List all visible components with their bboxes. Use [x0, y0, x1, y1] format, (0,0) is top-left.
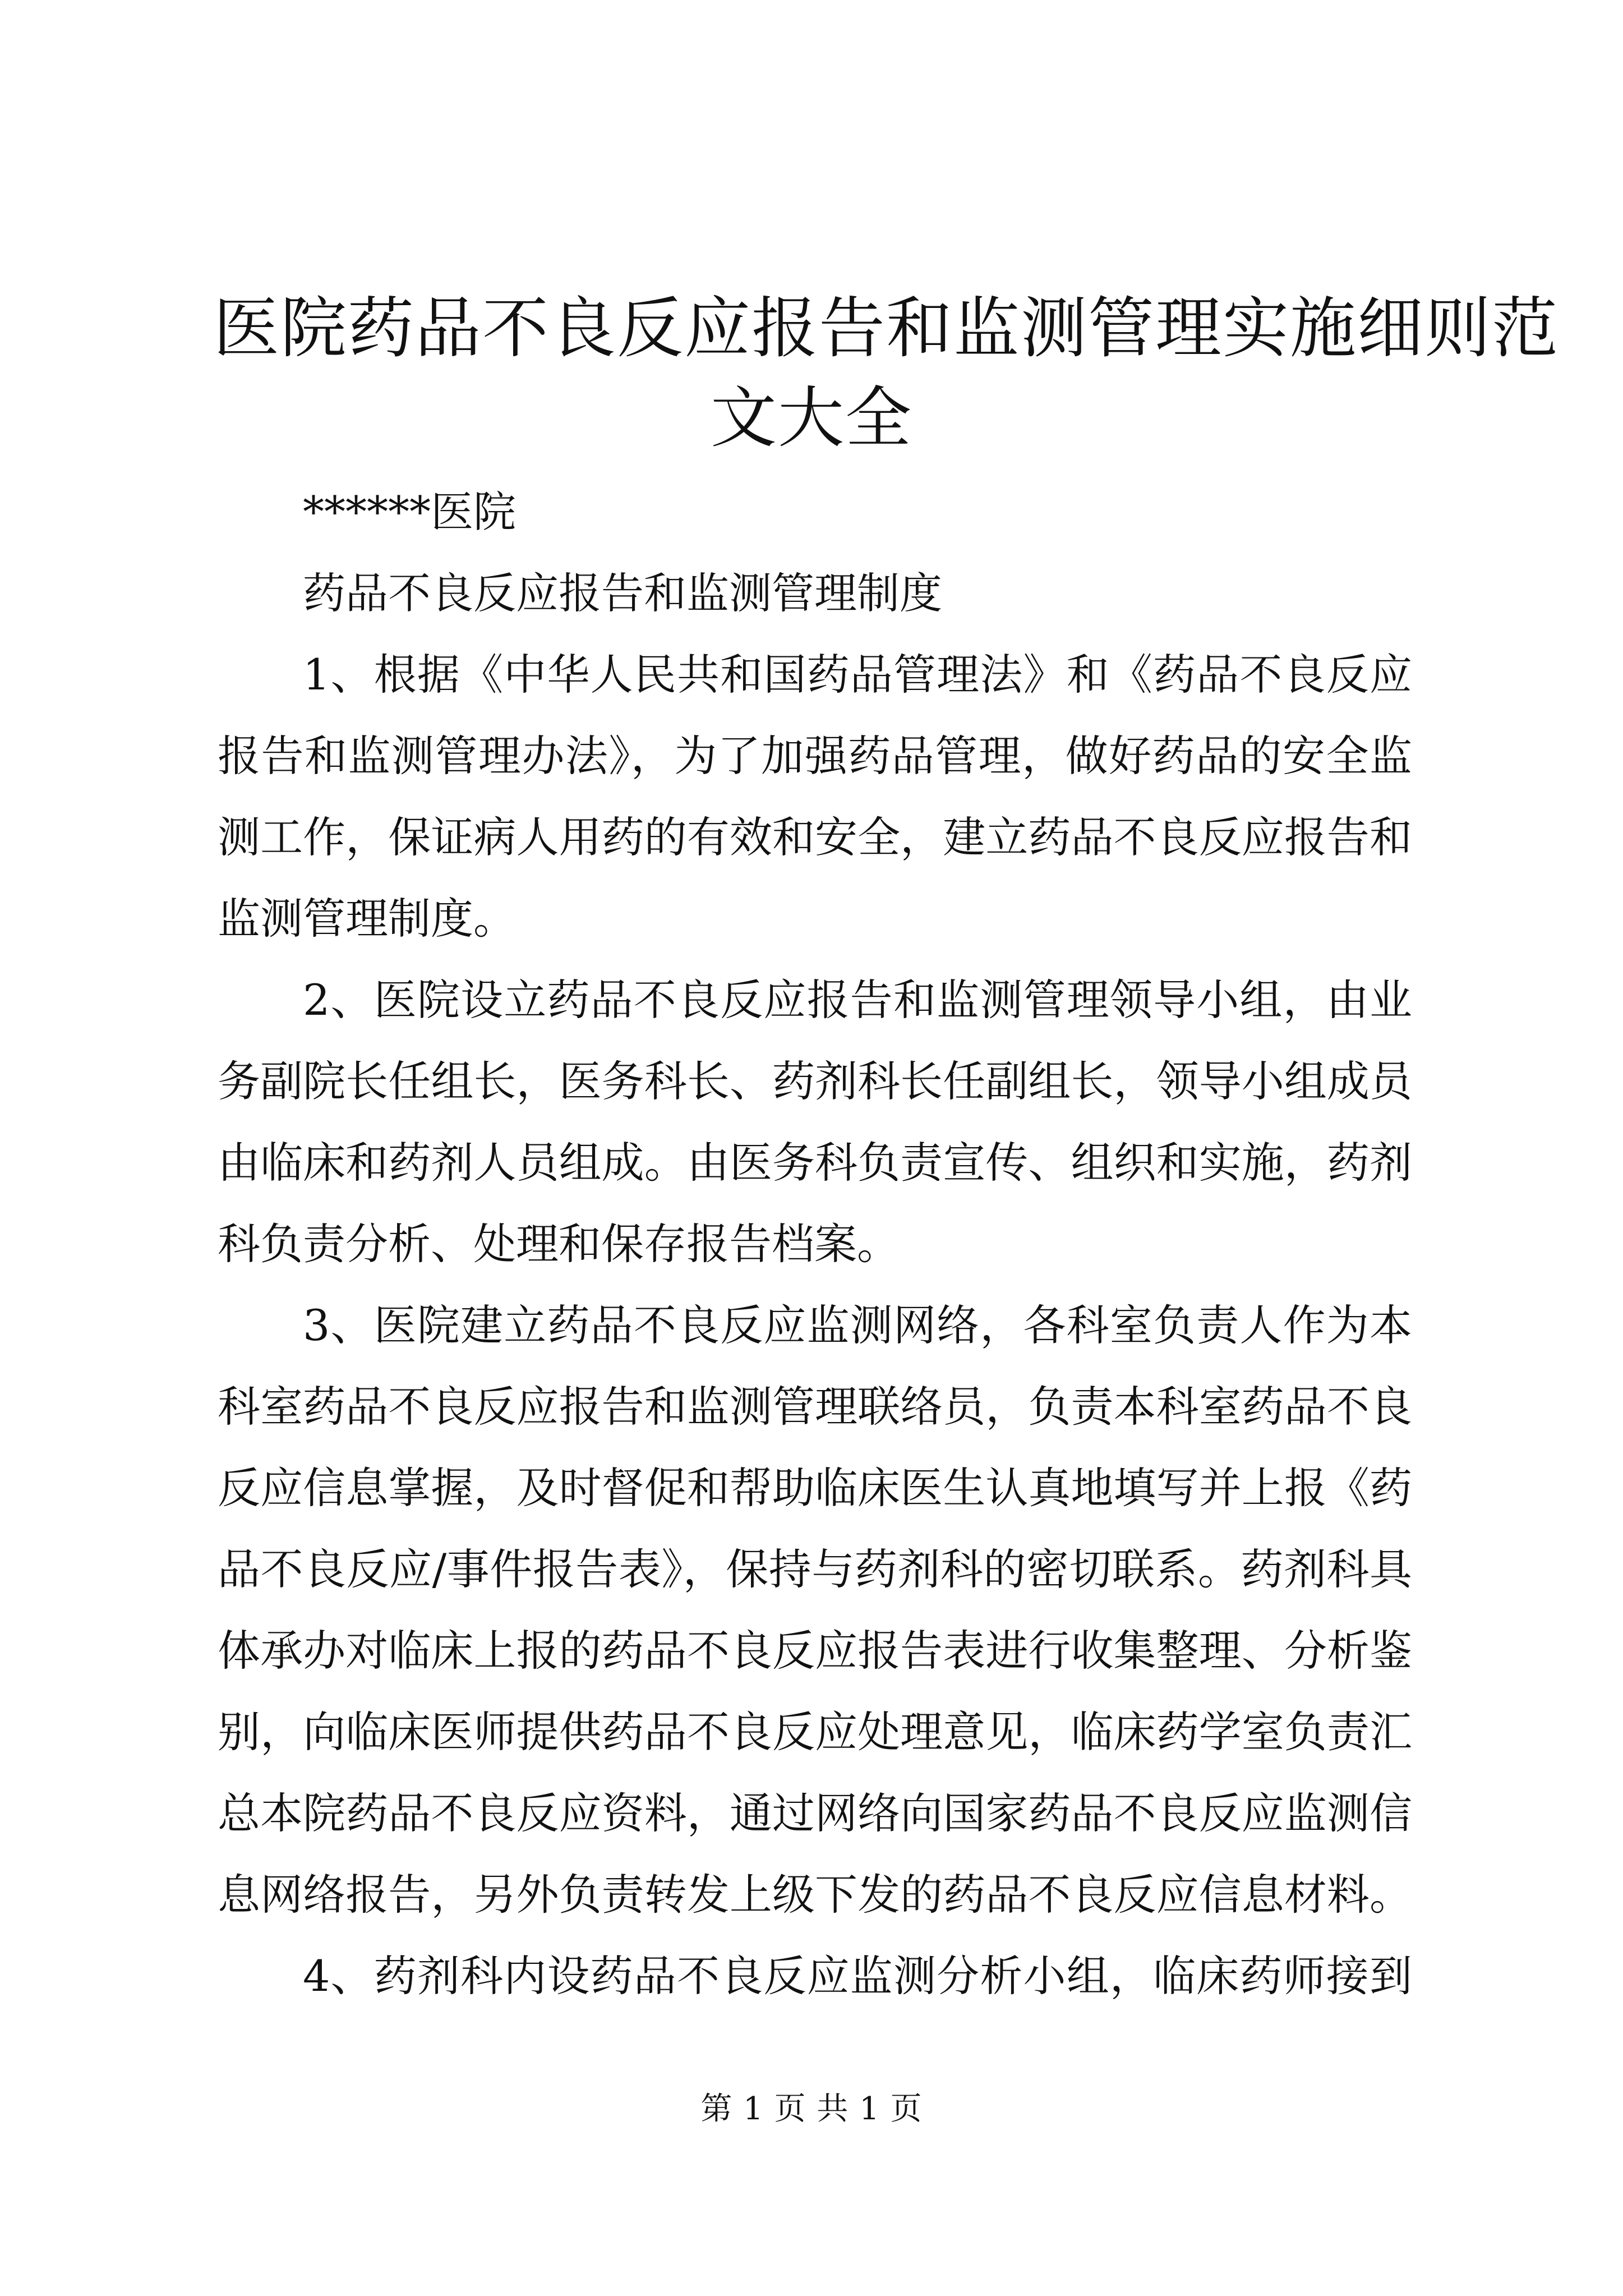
paragraph-line: 4、药剂科内设药品不良反应监测分析小组，临床药师接到 — [303, 1951, 1412, 2001]
paragraph-line: 3、医院建立药品不良反应监测网络，各科室负责人作为本 — [303, 1300, 1412, 1350]
page-footer: 第 1 页 共 1 页 — [700, 2091, 923, 2127]
paragraph-line: 务副院长任组长，医务科长、药剂科长任副组长，领导小组成员 — [218, 1056, 1412, 1106]
hospital-name: ******医院 — [303, 487, 516, 537]
paragraph-line: 科室药品不良反应报告和监测管理联络员，负责本科室药品不良 — [218, 1382, 1412, 1432]
paragraph-line: 1、根据《中华人民共和国药品管理法》和《药品不良反应 — [303, 650, 1412, 700]
paragraph-line: 2、医院设立药品不良反应报告和监测管理领导小组，由业 — [303, 975, 1412, 1025]
paragraph-line: 总本院药品不良反应资料，通过网络向国家药品不良反应监测信 — [218, 1788, 1412, 1838]
paragraph-line: 由临床和药剂人员组成。由医务科负责宣传、组织和实施，药剂 — [218, 1138, 1412, 1188]
paragraph-line: 别，向临床医师提供药品不良反应处理意见，临床药学室负责汇 — [218, 1707, 1412, 1757]
paragraph-line: 品不良反应/事件报告表》，保持与药剂科的密切联系。药剂科具 — [218, 1544, 1412, 1594]
document-title — [213, 283, 1560, 463]
document-body — [218, 471, 1412, 2017]
regulation-subtitle: 药品不良反应报告和监测管理制度 — [303, 568, 942, 618]
title-line-1: 医院药品不良反应报告和监测管理实施细则范 — [213, 289, 1560, 367]
paragraph-line: 体承办对临床上报的药品不良反应报告表进行收集整理、分析鉴 — [218, 1626, 1412, 1676]
paragraph-line: 报告和监测管理办法》，为了加强药品管理，做好药品的安全监 — [218, 731, 1412, 781]
title-line-2: 文大全 — [710, 379, 912, 457]
paragraph-line: 反应信息掌握，及时督促和帮助临床医生认真地填写并上报《药 — [218, 1463, 1412, 1513]
paragraph-line: 测工作，保证病人用药的有效和安全，建立药品不良反应报告和 — [218, 812, 1412, 862]
paragraph-line: 监测管理制度。 — [218, 894, 516, 944]
paragraph-line: 科负责分析、处理和保存报告档案。 — [218, 1219, 900, 1269]
paragraph-line: 息网络报告，另外负责转发上级下发的药品不良反应信息材料。 — [218, 1870, 1412, 1920]
